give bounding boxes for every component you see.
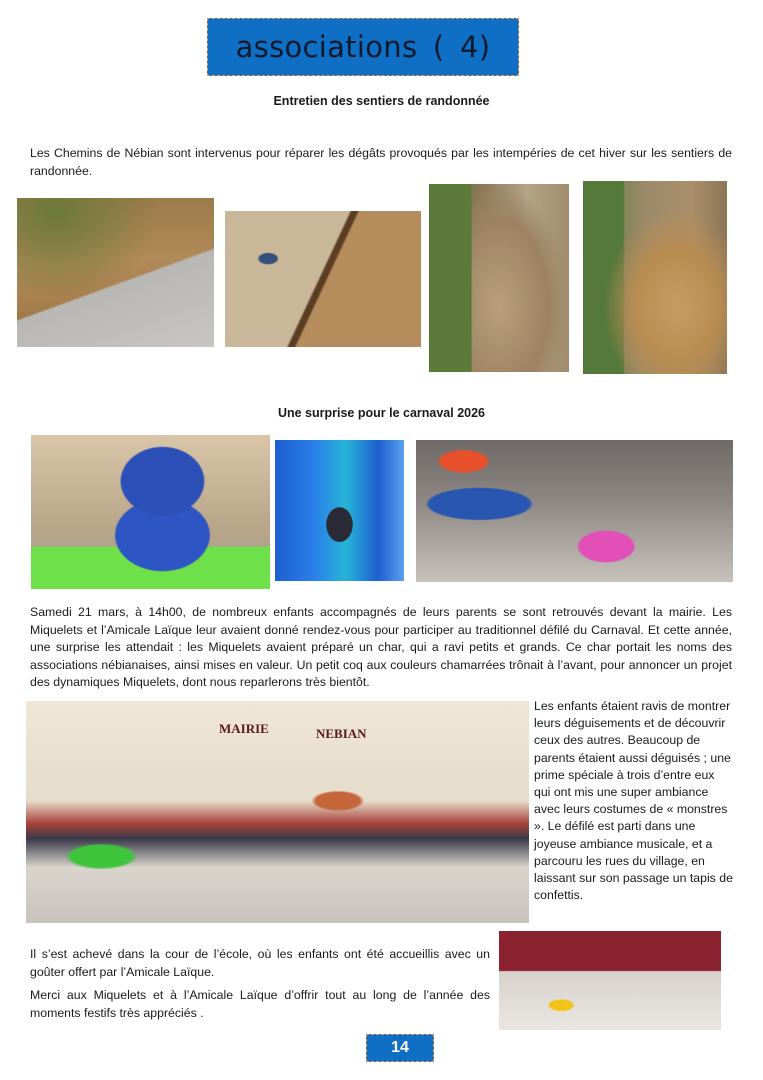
closing-paragraph-2: Merci aux Miquelets et à l’Amicale Laïque d’offrir tout au long de l’année des moments festifs très appréciés .: [30, 988, 490, 1020]
photo-lettering-nebian: NEBIAN: [316, 726, 367, 741]
photo-school-snack: [499, 931, 721, 1030]
page-title: associations ( 4): [235, 30, 491, 64]
photo-damaged-trail-roadside: [17, 198, 214, 347]
photo-stitch-carnival-float: [31, 435, 270, 589]
photo-fallen-stones-trail: [583, 181, 727, 374]
page-number: 14: [391, 1039, 409, 1056]
photo-rocky-trail: [429, 184, 569, 372]
carnival-side-paragraph: Les enfants étaient ravis de montrer leurs déguisements et de découvrir ceux des autres. Beaucoup de parents étaient aussi déguisés ; une prime spéciale à trois d’entre eux qui ont mis une super ambiance avec leurs costumes de « monstres ». Le défilé est parti dans une joyeuse ambiance musicale, et a parcouru les rues du village, en laissant sur son passage un tapis de confettis.: [534, 699, 733, 903]
closing-paragraph-1: Il s’est achevé dans la cour de l’école, où les enfants ont été accueillis avec un goûter offert par l’Amicale Laïque.: [30, 947, 490, 979]
photo-carnival-crowd: [416, 440, 733, 582]
photo-painted-rooster: [275, 440, 404, 581]
trails-paragraph: Les Chemins de Nébian sont intervenus pour réparer les dégâts provoqués par les intempéries de cet hiver sur les sentiers de randonnée.: [30, 146, 732, 178]
photo-lettering-mairie: MAIRIE: [219, 721, 269, 736]
page-title-box: [207, 18, 519, 76]
section-heading-carnival: Une surprise pour le carnaval 2026: [277, 406, 486, 420]
photo-group-in-front-of-town-hall: [26, 701, 529, 923]
page-number-box: [366, 1034, 434, 1062]
photo-man-on-repaired-trail: [225, 211, 421, 347]
carnival-paragraph: Samedi 21 mars, à 14h00, de nombreux enfants accompagnés de leurs parents se sont retrouvés devant la mairie. Les Miquelets et l’Amicale Laïque leur avaient donné rendez-vous pour participer au traditionnel défilé du Carnaval. Et cette année, une surprise les attendait : les Miquelets avaient préparé un char, qui a ravi petits et grands. Ce char portait les noms des associations nébianaises, ainsi mises en valeur. Un petit coq aux couleurs chamarrées trônait à l’avant, pour annoncer un projet des dynamiques Miquelets, dont nous reparlerons très bientôt.: [30, 605, 732, 689]
section-heading-trails: Entretien des sentiers de randonnée: [273, 94, 490, 108]
